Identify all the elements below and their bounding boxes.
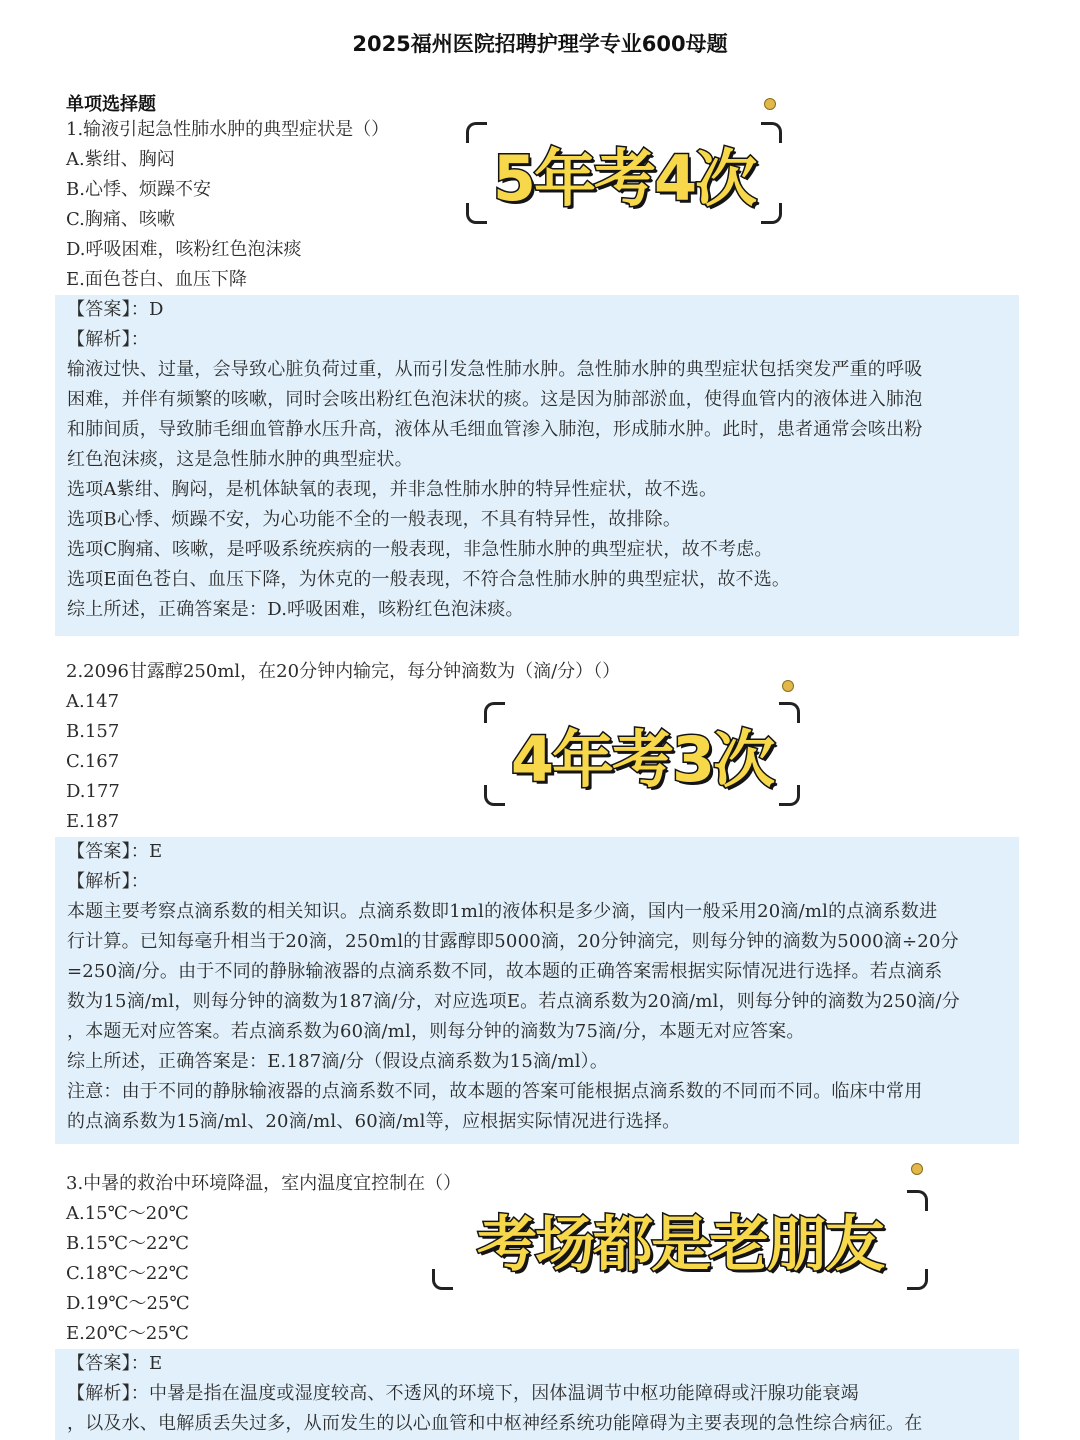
bracket-icon xyxy=(779,702,800,723)
analysis-label: 【解析】： xyxy=(67,1383,149,1404)
analysis-line: 选项B心悸、烦躁不安，为心功能不全的一般表现，不具有特异性，故排除。 xyxy=(67,509,682,530)
option-d: D.19℃～25℃ xyxy=(66,1293,190,1314)
analysis-line: 输液过快、过量，会导致心脏负荷过重，从而引发急性肺水肿。急性肺水肿的典型症状包括突发严重的呼吸 xyxy=(67,359,923,380)
analysis-line: 和肺间质，导致肺毛细血管静水压升高，液体从毛细血管渗入肺泡，形成肺水肿。此时，患者通常会咳出粉 xyxy=(67,419,923,440)
sticker-text: 4年考3次 xyxy=(510,722,774,796)
option-e: E.20℃～25℃ xyxy=(66,1323,189,1344)
analysis-label: 【解析】： xyxy=(67,871,149,892)
document-title: 2025福州医院招聘护理学专业600母题 xyxy=(352,32,728,56)
option-a: A.147 xyxy=(66,691,120,712)
option-c: C.胸痛、咳嗽 xyxy=(66,209,175,230)
bracket-icon xyxy=(779,785,800,806)
bracket-icon xyxy=(907,1269,928,1290)
exam-frequency-sticker-1 xyxy=(462,118,786,228)
option-d: D.呼吸困难，咳粉红色泡沫痰 xyxy=(66,239,302,260)
bracket-icon xyxy=(466,122,487,143)
analysis-line: 综上所述，正确答案是：E.187滴/分（假设点滴系数为15滴/ml）。 xyxy=(67,1051,609,1072)
section-title: 单项选择题 xyxy=(66,94,156,115)
answer-line: 【答案】：E xyxy=(67,1353,163,1374)
option-b: B.心悸、烦躁不安 xyxy=(66,179,211,200)
analysis-line: ，本题无对应答案。若点滴系数为60滴/ml，则每分钟的滴数为75滴/分，本题无对应答案。 xyxy=(67,1021,805,1042)
analysis-line: 本题主要考察点滴系数的相关知识。点滴系数即1ml的液体积是多少滴，国内一般采用20滴/ml的点滴系数进 xyxy=(67,901,938,922)
answer-box-3 xyxy=(55,1349,1019,1440)
option-e: E.面色苍白、血压下降 xyxy=(66,269,247,290)
option-c: C.18℃～22℃ xyxy=(66,1263,189,1284)
option-b: B.157 xyxy=(66,721,120,742)
dot-icon xyxy=(764,98,776,110)
bracket-icon xyxy=(432,1269,453,1290)
analysis-line: 选项C胸痛、咳嗽，是呼吸系统疾病的一般表现，非急性肺水肿的典型症状，故不考虑。 xyxy=(67,539,773,560)
analysis-text: 中暑是指在温度或湿度较高、不透风的环境下，因体温调节中枢功能障碍或汗腺功能衰竭 xyxy=(149,1383,859,1404)
option-d: D.177 xyxy=(66,781,120,802)
bracket-icon xyxy=(484,702,505,723)
analysis-label: 【解析】： xyxy=(67,329,149,350)
analysis-line: 选项A紫绀、胸闷，是机体缺氧的表现，并非急性肺水肿的特异性症状，故不选。 xyxy=(67,479,718,500)
analysis-line: ，以及水、电解质丢失过多，从而发生的以心血管和中枢神经系统功能障碍为主要表现的急性综合病征。在 xyxy=(67,1413,923,1434)
analysis-line: 困难，并伴有频繁的咳嗽，同时会咳出粉红色泡沫状的痰。这是因为肺部淤血，使得血管内的液体进入肺泡 xyxy=(67,389,923,410)
exam-frequency-sticker-3 xyxy=(428,1188,932,1292)
bracket-icon xyxy=(761,122,782,143)
answer-line: 【答案】：E xyxy=(67,841,163,862)
answer-box-1 xyxy=(55,295,1019,636)
analysis-line: 红色泡沫痰，这是急性肺水肿的典型症状。 xyxy=(67,449,413,470)
analysis-line: 数为15滴/ml，则每分钟的滴数为187滴/分，对应选项E。若点滴系数为20滴/ml，则每分钟的滴数为250滴/分 xyxy=(67,991,960,1012)
sticker-text: 5年考4次 xyxy=(492,141,756,215)
option-e: E.187 xyxy=(66,811,120,832)
analysis-line: 综上所述，正确答案是：D.呼吸困难，咳粉红色泡沫痰。 xyxy=(67,599,524,620)
option-b: B.15℃～22℃ xyxy=(66,1233,190,1254)
bracket-icon xyxy=(484,785,505,806)
sticker-text: 考场都是老朋友 xyxy=(477,1210,883,1280)
option-a: A.紫绀、胸闷 xyxy=(66,149,175,170)
option-c: C.167 xyxy=(66,751,120,772)
analysis-line: 的点滴系数为15滴/ml、20滴/ml、60滴/ml等，应根据实际情况进行选择。 xyxy=(67,1111,681,1132)
analysis-line: 行计算。已知每毫升相当于20滴，250ml的甘露醇即5000滴，20分钟滴完，则每分钟的滴数为5000滴÷20分 xyxy=(67,931,959,952)
question-stem: 2.2096甘露醇250ml，在20分钟内输完，每分钟滴数为（滴/分）（） xyxy=(66,661,621,682)
analysis-line: =250滴/分。由于不同的静脉输液器的点滴系数不同，故本题的正确答案需根据实际情况进行选择。若点滴系 xyxy=(67,961,943,982)
answer-box-2 xyxy=(55,837,1019,1144)
question-stem: 3.中暑的救治中环境降温，室内温度宜控制在（） xyxy=(66,1173,462,1194)
dot-icon xyxy=(782,680,794,692)
bracket-icon xyxy=(907,1190,928,1211)
dot-icon xyxy=(911,1163,923,1175)
analysis-first-line xyxy=(67,1379,1019,1409)
exam-frequency-sticker-2 xyxy=(480,698,804,810)
answer-line: 【答案】：D xyxy=(67,299,164,320)
analysis-line: 注意：由于不同的静脉输液器的点滴系数不同，故本题的答案可能根据点滴系数的不同而不同。临床中常用 xyxy=(67,1081,923,1102)
question-stem: 1.输液引起急性肺水肿的典型症状是（） xyxy=(66,119,390,140)
bracket-icon xyxy=(761,203,782,224)
option-a: A.15℃～20℃ xyxy=(66,1203,189,1224)
bracket-icon xyxy=(466,203,487,224)
analysis-line: 选项E面色苍白、血压下降，为休克的一般表现，不符合急性肺水肿的典型症状，故不选。 xyxy=(67,569,791,590)
